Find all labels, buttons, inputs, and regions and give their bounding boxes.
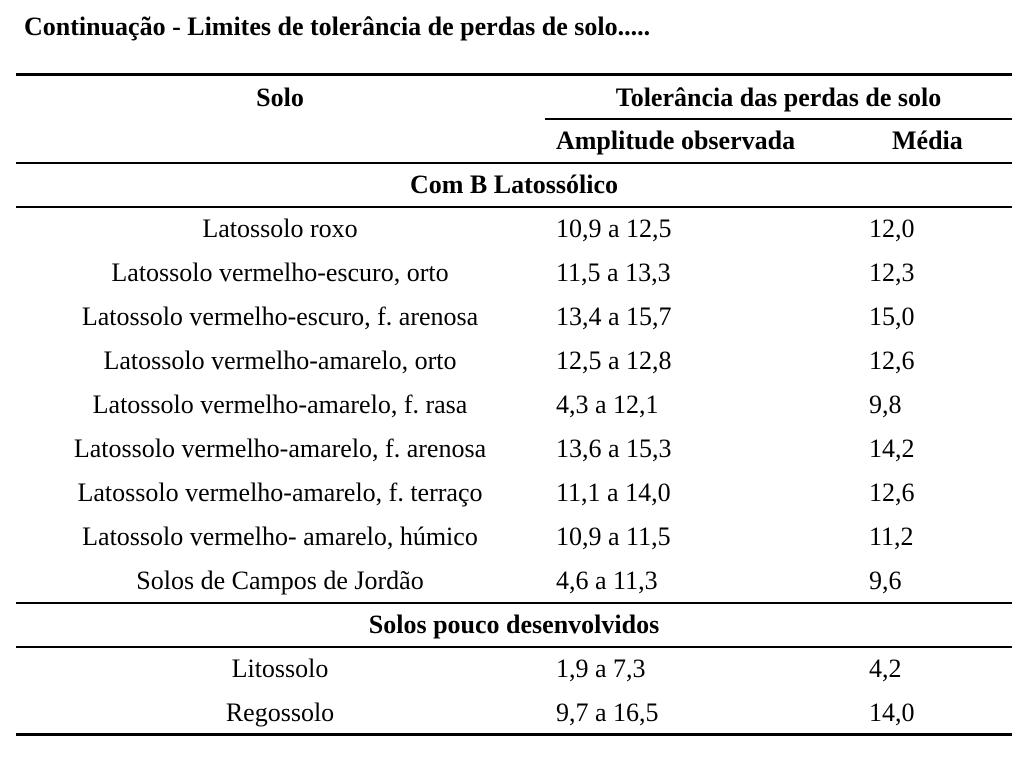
row-solo: Regossolo	[225, 698, 335, 727]
row-media: 11,2	[869, 522, 914, 551]
row-amplitude: 9,7 a 16,5	[556, 698, 659, 727]
row-media: 9,8	[869, 390, 902, 419]
row-media: 12,6	[869, 478, 915, 507]
row-media: 14,0	[869, 698, 915, 727]
header-media: Média	[892, 126, 963, 155]
row-solo: Latossolo roxo	[202, 214, 358, 243]
group-rule	[16, 602, 1012, 604]
header-tolerancia: Tolerância das perdas de solo	[615, 83, 942, 112]
row-media: 12,0	[869, 214, 915, 243]
row-solo: Latossolo vermelho-escuro, f. arenosa	[81, 302, 479, 331]
row-solo: Solos de Campos de Jordão	[136, 566, 424, 595]
row-amplitude: 11,1 a 14,0	[556, 478, 671, 507]
row-solo: Latossolo vermelho-amarelo, f. rasa	[92, 390, 468, 419]
row-solo: Litossolo	[231, 654, 329, 683]
row-media: 12,3	[869, 258, 915, 287]
row-media: 4,2	[869, 654, 902, 683]
header-bottom-rule	[16, 162, 1012, 164]
row-media: 12,6	[869, 346, 915, 375]
row-amplitude: 13,4 a 15,7	[556, 302, 672, 331]
row-amplitude: 4,3 a 12,1	[556, 390, 659, 419]
row-media: 15,0	[869, 302, 915, 331]
group-rule	[16, 206, 1012, 208]
group-rule	[16, 646, 1012, 648]
row-media: 9,6	[869, 566, 902, 595]
table-top-rule	[16, 73, 1012, 76]
row-solo: Latossolo vermelho-escuro, orto	[111, 258, 449, 287]
row-solo: Latossolo vermelho-amarelo, f. terraço	[77, 478, 483, 507]
row-amplitude: 10,9 a 11,5	[556, 522, 671, 551]
row-media: 14,2	[869, 434, 915, 463]
row-solo: Latossolo vermelho- amarelo, húmico	[82, 522, 478, 551]
row-solo: Latossolo vermelho-amarelo, f. arenosa	[73, 434, 487, 463]
group-label-latossolico: Com B Latossólico	[410, 170, 618, 199]
row-amplitude: 1,9 a 7,3	[556, 654, 646, 683]
header-amplitude: Amplitude observada	[556, 126, 796, 155]
group-label-pouco-desenvolvidos: Solos pouco desenvolvidos	[368, 610, 660, 639]
page-title: Continuação - Limites de tolerância de perdas de solo.....	[24, 12, 651, 41]
row-amplitude: 10,9 a 12,5	[556, 214, 672, 243]
row-solo: Latossolo vermelho-amarelo, orto	[103, 346, 457, 375]
row-amplitude: 12,5 a 12,8	[556, 346, 672, 375]
row-amplitude: 4,6 a 11,3	[556, 566, 658, 595]
row-amplitude: 13,6 a 15,3	[556, 434, 672, 463]
header-solo: Solo	[256, 83, 304, 112]
row-amplitude: 11,5 a 13,3	[556, 258, 671, 287]
table-bottom-rule	[16, 733, 1012, 736]
header-partial-rule	[545, 118, 1012, 120]
